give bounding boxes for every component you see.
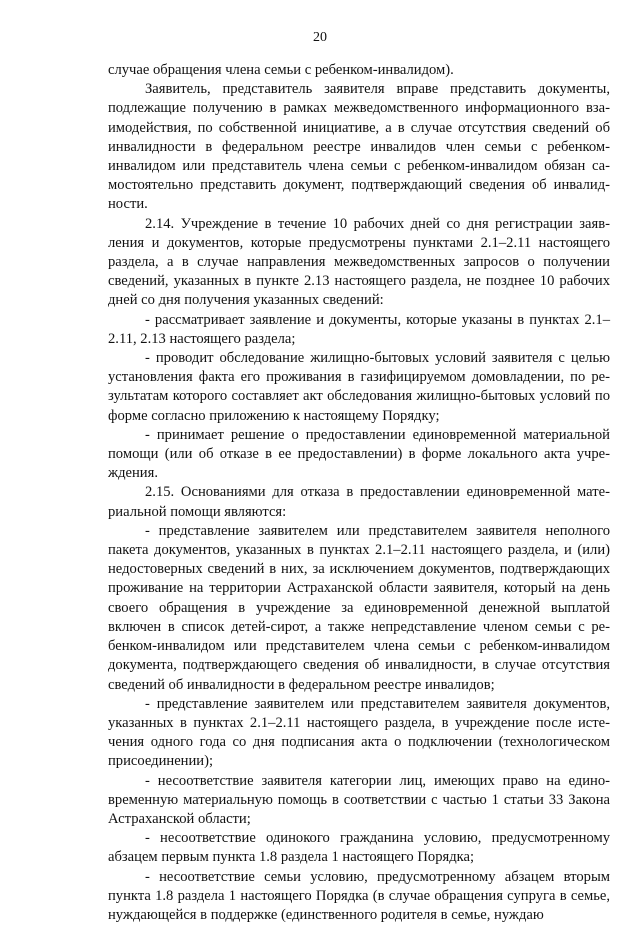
list-item: - проводит обследование жилищно-бытовых условий заявителя с целью установления факта его проживания в газифицируемом домовладении, по результатам которого составляет акт обследования жилищно-бытовых условий по форме согласно приложению к настоящему Порядку;: [108, 350, 610, 424]
paragraph: 2.14. Учреждение в течение 10 рабочих дней со дня регистрации заявления и документов, которые предусмотрены пунктами 2.1–2.11 настоящего раздела, а в случае направления межведомственных запросов о получении сведений, указанных в пункте 2.13 настоящего раздела, не позднее 10 рабочих дней со дня получения указанных сведений:: [108, 215, 610, 309]
list-item: - несоответствие семьи условию, предусмотренному абзацем вторым пункта 1.8 раздела 1 настоящего Порядка (в случае обращения супруга в семье, нуждающейся в поддержке (единственного родителя в семье, нуждаю: [108, 868, 610, 923]
list-item: - принимает решение о предоставлении единовременной материальной помощи (или об отказе в ее предоставлении) в форме локального акта учреждения.: [108, 426, 610, 482]
paragraph: случае обращения члена семьи с ребенком-инвалидом).: [108, 62, 454, 78]
paragraph: 2.15. Основаниями для отказа в предоставлении единовременной материальной помощи являются:: [108, 484, 610, 520]
page-number: 20: [313, 30, 327, 45]
list-item: - рассматривает заявление и документы, которые указаны в пунктах 2.1–2.11, 2.13 настоящего раздела;: [108, 311, 610, 347]
list-item: - представление заявителем или представителем заявителя документов, указанных в пунктах 2.1–2.11 настоящего раздела, в учреждение после истечения одного года со дня подписания акта о подключении (технологическом присоединении);: [108, 695, 610, 770]
paragraph: Заявитель, представитель заявителя вправе представить документы, подлежащие получению в рамках межведомственного информационного взаимодействия, по собственной инициативе, а в случае отсутствия сведений об инвалидности в федеральном реестре инвалидов член семьи с ребенком-инвалидом или представитель члена семьи с ребенком-инвалидом обязан самостоятельно представить документ, подтверждающий сведения об инвалидности.: [108, 81, 610, 213]
document-body: [108, 61, 610, 925]
list-item: - несоответствие заявителя категории лиц, имеющих право на единовременную материальную помощь в соответствии с частью 1 статьи 33 Закона Астраханской области;: [108, 772, 610, 827]
list-item: - представление заявителем или представителем заявителя неполного пакета документов, указанных в пунктах 2.1–2.11 настоящего раздела, и (или) недостоверных сведений в них, за исключением документов, подтверждающих проживание на территории Астраханской области заявителя, который на день своего обращения в учреждение за единовременной денежной выплатой включен в список детей-сирот, а также непредставление членом семьи с ребенком-инвалидом или представителем члена семьи с ребенком-инвалидом документа, подтверждающего сведения об инвалидности, в случае отсутствия сведений об инвалидности в федеральном реестре инвалидов;: [108, 522, 610, 693]
list-item: - несоответствие одинокого гражданина условию, предусмотренному абзацем первым пункта 1.8 раздела 1 настоящего Порядка;: [108, 830, 610, 866]
